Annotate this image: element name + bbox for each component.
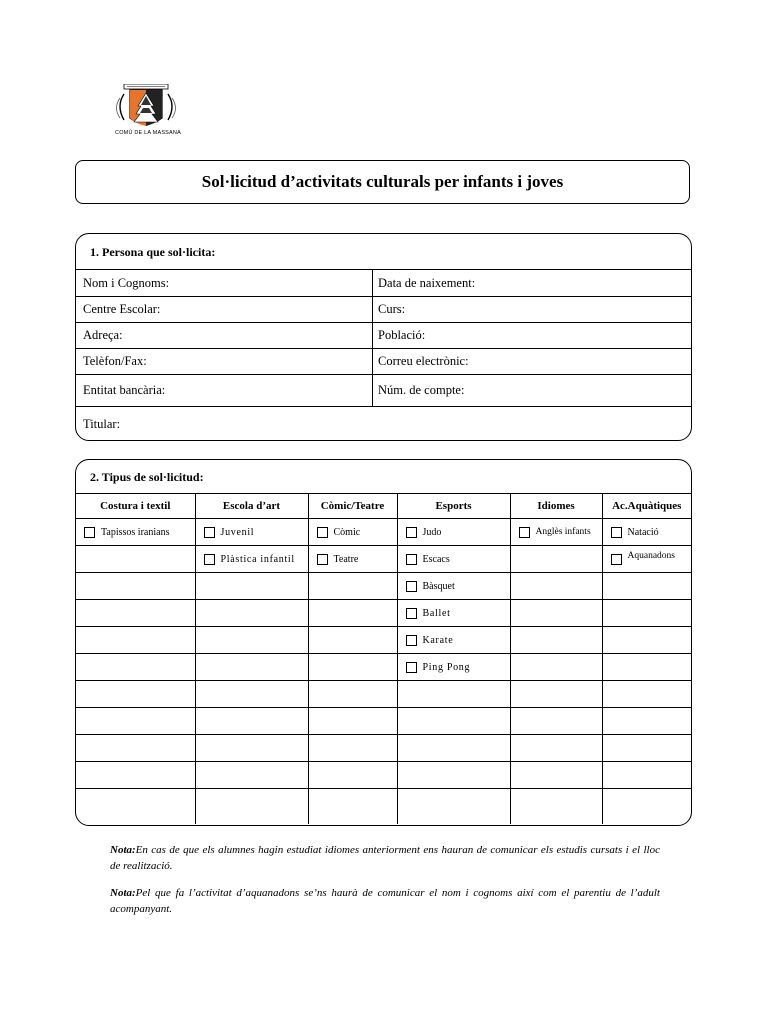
logo-caption: COMÚ DE LA MASSANA — [115, 130, 181, 136]
option-teatre[interactable] — [309, 554, 397, 565]
table-row — [76, 735, 691, 762]
column-header: Còmic/Teatre — [308, 494, 397, 519]
option-label: Anglès infants — [535, 527, 591, 537]
column-header: Esports — [397, 494, 510, 519]
activities-table — [76, 494, 691, 824]
bank-field[interactable]: Entitat bancària: — [76, 375, 373, 406]
note-label: Nota: — [110, 887, 136, 899]
option-karate[interactable] — [398, 635, 510, 646]
phone-field[interactable]: Telèfon/Fax: — [76, 349, 373, 374]
option-escacs[interactable] — [398, 554, 510, 565]
grade-field[interactable]: Curs: — [378, 302, 406, 316]
option-plastica[interactable] — [196, 554, 308, 565]
notes — [110, 843, 660, 929]
form-row — [76, 297, 691, 323]
table-row — [76, 654, 691, 681]
option-label: Natació — [627, 526, 659, 538]
table-row — [76, 708, 691, 735]
option-label: Ballet — [422, 607, 451, 619]
option-label: Tapissos iranians — [101, 526, 170, 538]
address-field[interactable]: Adreça: — [76, 323, 373, 348]
option-label: Plàstica infantil — [220, 553, 295, 565]
checkbox[interactable] — [406, 608, 417, 619]
note-text: En cas de que els alumnes hagin estudiat idiomes anteriorment ens hauran de comunicar els estudis cursats i el lloc de realització. — [110, 844, 660, 872]
option-label: Teatre — [333, 553, 359, 565]
table-header-row — [76, 494, 691, 519]
note — [110, 886, 660, 917]
checkbox[interactable] — [406, 554, 417, 565]
table-row — [76, 573, 691, 600]
note-text: Pel que fa l’activitat d’aquanadons se’ns haurà de comunicar el nom i cognoms així com el parentiu de l’adult acompanyant. — [110, 887, 660, 915]
table-row — [76, 519, 691, 546]
checkbox[interactable] — [406, 581, 417, 592]
request-type-section — [75, 459, 692, 826]
option-label: Karate — [422, 634, 454, 646]
option-ballet[interactable] — [398, 608, 510, 619]
form-row — [76, 270, 691, 297]
option-label: Bàsquet — [422, 580, 455, 592]
table-row — [76, 546, 691, 573]
applicant-section-heading: 1. Persona que sol·licita: — [76, 234, 691, 270]
request-type-heading: 2. Tipus de sol·licitud: — [76, 460, 691, 494]
option-tapissos[interactable] — [76, 527, 195, 538]
note-label: Nota: — [110, 844, 136, 856]
table-row — [76, 681, 691, 708]
table-row — [76, 789, 691, 825]
column-header: Ac.Aquàtiques — [602, 494, 691, 519]
checkbox[interactable] — [406, 527, 417, 538]
option-label: Escacs — [422, 553, 450, 565]
table-row — [76, 600, 691, 627]
checkbox[interactable] — [406, 635, 417, 646]
checkbox[interactable] — [317, 527, 328, 538]
title-box — [75, 160, 690, 204]
form-row — [76, 323, 691, 349]
checkbox[interactable] — [611, 527, 622, 538]
checkbox[interactable] — [204, 554, 215, 565]
option-juvenil[interactable] — [196, 527, 308, 538]
column-header: Escola d’art — [195, 494, 308, 519]
account-number-field[interactable]: Núm. de compte: — [378, 383, 465, 397]
option-label: Aquanadons — [627, 550, 675, 561]
form-row — [76, 375, 691, 407]
email-field[interactable]: Correu electrònic: — [378, 354, 469, 368]
table-row — [76, 627, 691, 654]
column-header: Idiomes — [510, 494, 602, 519]
note — [110, 843, 660, 874]
town-field[interactable]: Població: — [378, 328, 426, 342]
applicant-section — [75, 233, 692, 441]
option-label: Ping Pong — [422, 661, 471, 673]
column-header: Costura i textil — [76, 494, 195, 519]
birthdate-field[interactable]: Data de naixement: — [378, 275, 476, 290]
name-field[interactable]: Nom i Cognoms: — [76, 270, 373, 296]
form-row — [76, 407, 691, 441]
option-basquet[interactable] — [398, 581, 510, 592]
checkbox[interactable] — [406, 662, 417, 673]
checkbox[interactable] — [611, 554, 622, 565]
checkbox[interactable] — [84, 527, 95, 538]
checkbox[interactable] — [204, 527, 215, 538]
option-aquanadons[interactable] — [603, 550, 692, 565]
option-judo[interactable] — [398, 527, 510, 538]
table-row — [76, 762, 691, 789]
account-holder-field[interactable]: Titular: — [83, 416, 121, 431]
option-natacio[interactable] — [603, 527, 692, 538]
page-title: Sol·licitud d’activitats culturals per infants i joves — [201, 172, 564, 191]
option-angles[interactable] — [511, 527, 602, 538]
checkbox[interactable] — [519, 527, 530, 538]
option-ping-pong[interactable] — [398, 662, 510, 673]
option-comic[interactable] — [309, 527, 397, 538]
option-label: Juvenil — [220, 526, 255, 538]
school-field[interactable]: Centre Escolar: — [76, 297, 373, 322]
option-label: Judo — [422, 526, 442, 538]
option-label: Còmic — [333, 526, 361, 538]
form-row — [76, 349, 691, 375]
checkbox[interactable] — [317, 554, 328, 565]
